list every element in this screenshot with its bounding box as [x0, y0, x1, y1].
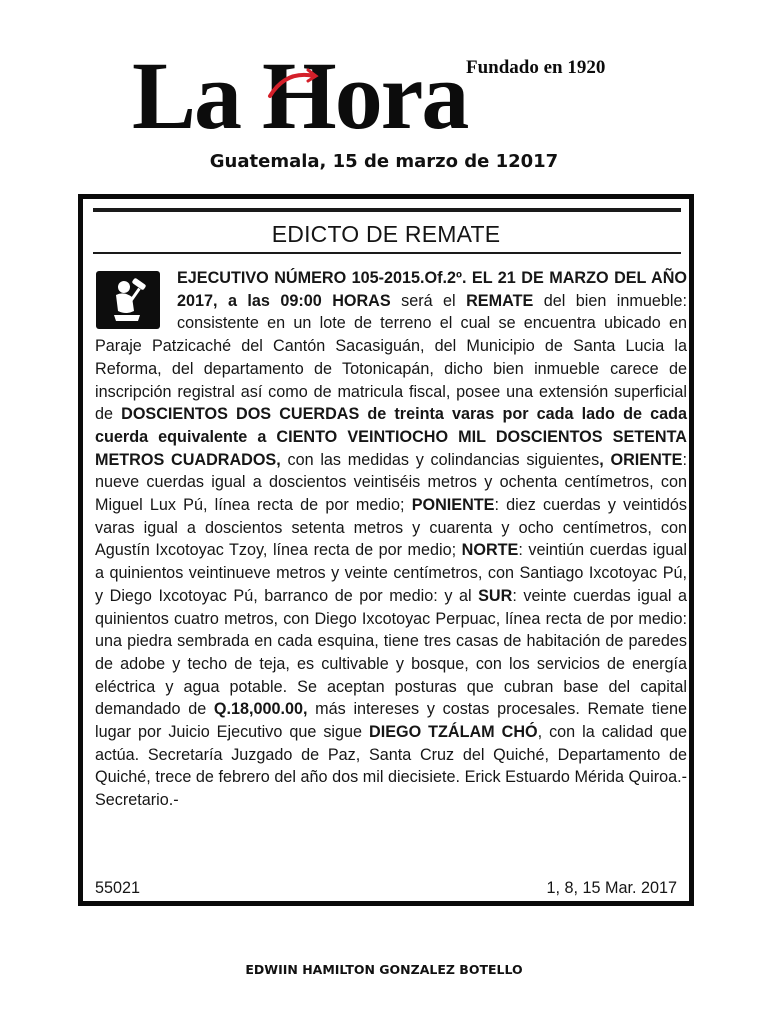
- edict-body-text: [95, 267, 687, 812]
- body-text-segment: , con la calidad que actúa. Secretaría Juzgado de Paz, Santa Cruz del Quiché, Departamento de Quiché, trece de febrero del año dos mil diecisiete. Erick Estuardo Mérida Quiroa.- Secretario.-: [95, 723, 687, 810]
- body-text-segment: más intereses y costas procesales. Remate tiene lugar por Juicio Ejecutivo que sigue: [95, 700, 687, 742]
- body-bold-segment: SUR: [478, 586, 513, 605]
- body-text-segment: : veintiún cuerdas igual a quinientos veintinueve metros y veinte centímetros, con Santiago Ixcotoyac Pú, y Diego Ixcotoyac Pú, barranco de por medio: y al: [95, 541, 687, 605]
- publication-code: 55021: [95, 879, 141, 897]
- body-text-segment: : nueve cuerdas igual a doscientos veintiséis metros y ochenta centímetros, con Miguel Lux Pú, línea recta de por medio;: [95, 450, 687, 515]
- logo-tagline: Fundado en 1920: [466, 57, 606, 78]
- masthead-logo: [130, 42, 675, 149]
- body-bold-segment: , ORIENTE: [599, 450, 683, 469]
- body-text-segment: será el: [390, 291, 467, 310]
- publication-dates: 1, 8, 15 Mar. 2017: [546, 879, 677, 897]
- body-text-segment: : diez cuerdas y veintidós varas igual a doscientos setenta metros y cuarenta y ocho centímetros, con Agustín Ixcotoyac Tzoy, línea recta de por medio;: [95, 496, 687, 560]
- body-bold-segment: EJECUTIVO NÚMERO 105-2015.Of.2º. EL 21 DE MARZO DEL AÑO 2017, a las 09:00 HORAS: [177, 269, 687, 310]
- logo-swoosh-icon: [264, 66, 320, 106]
- body-bold-segment: NORTE: [461, 541, 519, 560]
- body-bold-segment: Q.18,000.00,: [213, 700, 308, 719]
- body-bold-segment: DOSCIENTOS DOS CUERDAS de treinta varas por cada lado de cada cuerda equivalente a CIENTO VEINTIOCHO MIL DOSCIENTOS SETENTA METROS CUADRADOS,: [95, 405, 687, 469]
- body-bold-segment: DIEGO TZÁLAM CHÓ: [369, 723, 538, 742]
- title-rule-bottom: [93, 252, 681, 254]
- body-bold-segment: REMATE: [466, 291, 534, 310]
- edict-notice-box: [78, 194, 694, 906]
- body-text-segment: del bien inmueble: consistente en un lote de terreno el cual se encuentra ubicado en Paraje Patzicaché del Cantón Sacasiguán, del Municipio de Santa Lucia la Reforma, del departamento de Totonicapán, dicho bien inmueble carece de inscripción registral así como de matricula fiscal, posee una extensión superficial de: [95, 291, 687, 424]
- title-rule-top: [93, 208, 681, 212]
- body-text-segment: con las medidas y colindancias siguientes: [280, 450, 600, 469]
- signature-name: EDWIIN HAMILTON GONZALEZ BOTELLO: [245, 962, 523, 977]
- logo-wordmark: La Hora: [132, 42, 468, 149]
- body-text-segment: : veinte cuerdas igual a quinientos cuatro metros, con Diego Ixcotoyac Perpuac, línea recta de por medio: una piedra sembrada en cada esquina, tiene tres casas de habitación de paredes de adobe y techo de teja, es cultivable y bosque, con los servicios de energía eléctrica y agua potable. Se aceptan posturas que cubran base del capital demandado de: [95, 586, 687, 719]
- edict-footer: [95, 877, 677, 899]
- edict-title: EDICTO DE REMATE: [271, 221, 501, 247]
- dateline: Guatemala, 15 de marzo de 12017: [209, 151, 559, 172]
- body-bold-segment: PONIENTE: [411, 496, 495, 515]
